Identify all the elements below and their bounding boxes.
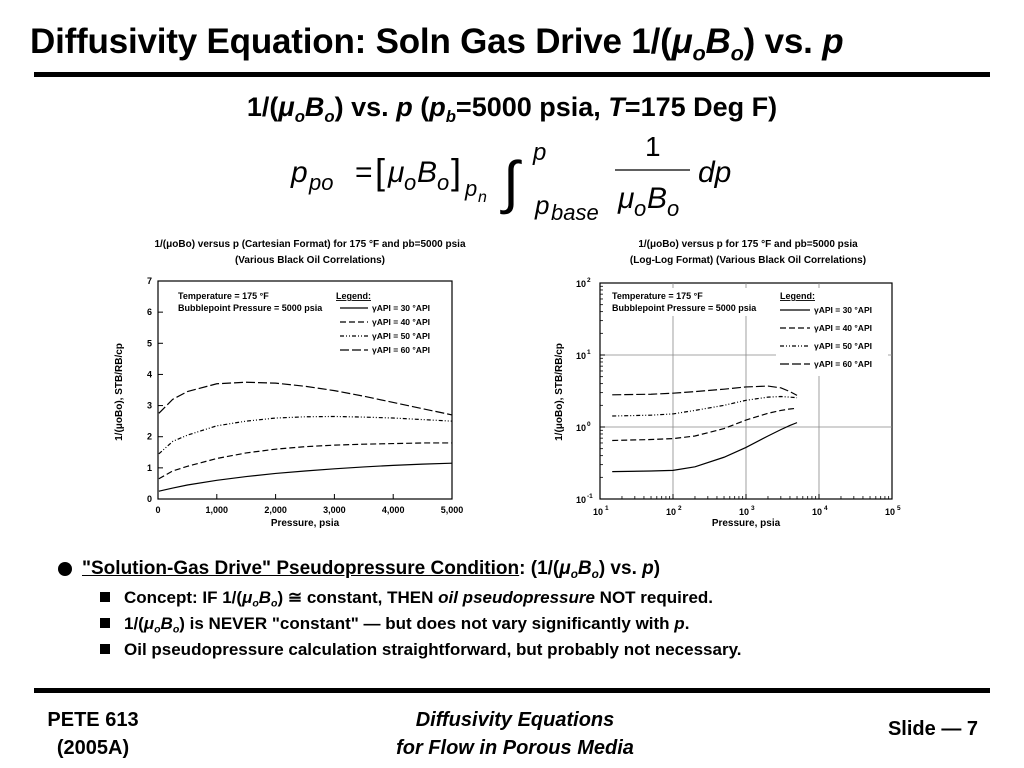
chart1-ytick-label: 1 [146,462,152,473]
chart2-ytick-label: 10 [575,495,586,505]
slide-title: Diffusivity Equation: Soln Gas Drive $1/(\mu_oB_o)$ vs. p [30,22,844,66]
eq-dp: dp [698,156,732,189]
chart2-legend-entry: γAPI = 50 °API [814,341,872,351]
chart1-info-pb: Bubblepoint Pressure = 5000 psia [178,303,323,313]
eq-den-mu: μ [618,182,635,215]
eq-numerator: 1 [645,132,661,162]
chart1-ytick-label: 4 [146,369,152,380]
chart1-series-3 [159,416,452,453]
chart1-ytick-label: 0 [146,494,152,504]
chart2-ytick-exp: 1 [587,349,591,356]
chart2-xtick-label: 10 [592,507,604,517]
eq-o1: o [404,170,417,195]
top-divider [34,72,990,77]
cartesian-chart [100,232,475,532]
chart2-info-temp: Temperature = 175 °F [612,291,703,301]
eq-lower-limit: p [535,190,550,220]
chart2-ytick-exp: 0 [587,421,591,428]
chart1-legend-entry: γAPI = 30 °API [372,303,430,313]
slide-subtitle: $1/(\mu_oB_o)$ vs. p ($p_b=5000$ psia, T=175 Deg F) [246,92,778,126]
chart2-ytick-exp: 2 [587,277,591,284]
chart2-ytick-label: 10 [575,279,586,289]
chart2-xlabel: Pressure, psia [711,518,781,529]
pseudopressure-equation [285,132,745,227]
chart2-legend-entry: γAPI = 60 °API [814,359,872,369]
chart1-info-temp: Temperature = 175 °F [178,291,269,301]
eq-lhs: p [291,156,308,189]
eq-integral: ∫ [503,150,519,215]
chart1-xtick-label: 1,000 [205,505,229,515]
chart2-legend-entry: γAPI = 40 °API [814,323,872,333]
bullet-sub-never-constant: $1/(\mu_oB_o)$ is NEVER "constant" — but does not vary significantly with p. [58,614,998,640]
chart1-xtick-label: 4,000 [381,505,405,515]
eq-equals: = [355,156,373,189]
eq-lhs-sub: po [309,170,334,195]
eq-eval-sub: p [465,176,478,201]
chart1-subtitle: (Various Black Oil Correlations) [234,255,386,266]
chart2-xtick-exp: 3 [751,505,755,512]
eq-upper-limit: p [533,139,547,166]
footer-course: PETE 613 (2005A) [47,709,139,759]
bullet-square-icon [100,618,110,628]
chart2-series-1 [612,423,797,472]
eq-bracket-left: [ [375,151,386,192]
chart1-plot-area [158,281,452,499]
chart2-xtick-label: 10 [665,507,677,517]
chart1-legend-entry: γAPI = 40 °API [372,317,430,327]
chart2-series-3 [612,397,797,417]
bullet-square-icon [100,644,110,654]
chart2-ytick-label: 10 [575,423,586,433]
chart1-ytick-label: 5 [146,338,152,349]
bullet-sub-calculation: Oil pseudopressure calculation straightforward, but probably not necessary. [58,640,998,666]
chart2-subtitle: (Log-Log Format) (Various Black Oil Correlations) [629,255,867,266]
chart1-legend-title: Legend: [336,291,371,301]
chart2-ytick-exp: -1 [587,493,593,500]
chart2-ylabel: 1/(μoBo), STB/RB/cp [554,343,565,441]
chart2-xtick-label: 10 [884,507,896,517]
bullet-sub-concept: Concept: IF $1/(\mu_oB_o)$ ≅ constant, THEN oil pseudopressure NOT required. [58,588,998,614]
chart2-title: 1/(μoBo) versus p for 175 °F and pb=5000 psia [638,239,858,250]
chart2-ytick-label: 10 [575,351,586,361]
chart1-title: 1/(μoBo) versus p (Cartesian Format) for 175 °F and pb=5000 psia [154,239,466,250]
chart2-xtick-exp: 1 [605,505,609,512]
bullet-list [58,558,998,666]
chart1-series-4 [159,382,452,415]
chart2-xtick-label: 10 [811,507,823,517]
chart1-ytick-label: 2 [146,431,152,442]
bullet-square-icon [100,592,110,602]
eq-o2: o [437,170,450,195]
chart1-series-2 [159,443,452,479]
eq-den-o2: o [667,196,680,221]
chart1-series-1 [159,463,452,491]
chart2-xtick-exp: 2 [678,505,682,512]
eq-eval-subsub: n [478,189,487,206]
chart1-xtick-label: 0 [155,505,161,515]
eq-B: B [417,156,438,189]
chart2-xtick-exp: 5 [897,505,901,512]
eq-den-o1: o [634,196,647,221]
chart1-legend-entry: γAPI = 50 °API [372,331,430,341]
chart1-xtick-label: 3,000 [323,505,346,515]
eq-mu: μ [388,156,405,189]
chart1-ylabel: 1/(μoBo), STB/RB/cp [114,343,125,441]
chart2-xtick-label: 10 [738,507,750,517]
chart2-legend-title: Legend: [780,291,815,301]
chart1-xtick-label: 2,000 [264,505,287,515]
footer-topic: Diffusivity Equations for Flow in Porous Media [396,709,634,759]
footer-slide-number: Slide — 7 [887,718,978,740]
eq-den-B: B [647,182,668,215]
bullet-dot-icon [58,562,72,576]
chart1-legend-entry: γAPI = 60 °API [372,345,430,355]
chart1-ytick-label: 6 [146,307,152,318]
chart1-ytick-label: 7 [146,276,152,286]
chart1-ytick-label: 3 [146,400,152,411]
chart2-series-4 [612,386,797,395]
eq-lower-sub: base [551,200,599,225]
chart1-xtick-label: 5,000 [440,505,464,515]
chart2-legend-entry: γAPI = 30 °API [814,305,872,315]
loglog-chart [540,232,915,532]
bottom-divider [34,688,990,693]
bullet-main: "Solution-Gas Drive" Pseudopressure Condition: ($1/(\mu_oB_o)$ vs. p) [58,558,998,588]
chart2-info-pb: Bubblepoint Pressure = 5000 psia [612,303,757,313]
chart1-xlabel: Pressure, psia [270,518,340,529]
eq-bracket-right: ] [451,151,462,192]
chart2-xtick-exp: 4 [824,505,828,512]
